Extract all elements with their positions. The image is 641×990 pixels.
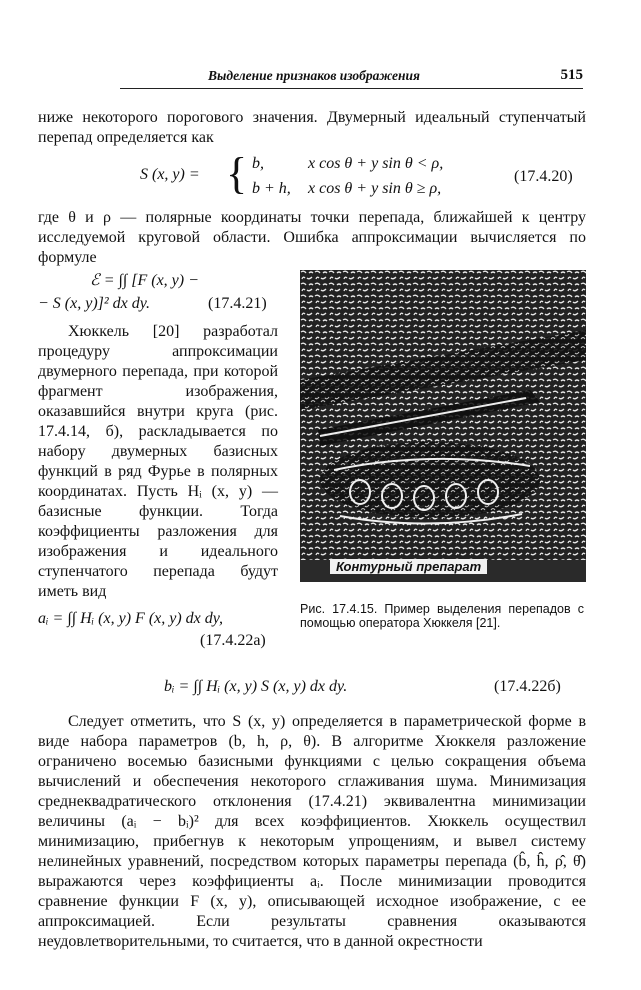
equation-line-2: − S (x, y)]² dx dy. [38,295,150,312]
equation-formula: bᵢ = ∫∫ Hᵢ (x, y) S (x, y) dx dy. [164,678,348,695]
figure-label: Контурный препарат [330,559,487,574]
case2-condition: x cos θ + y sin θ ≥ ρ, [308,180,442,197]
running-head-title: Выделение признаков изображения [208,68,420,83]
page-number: 515 [560,67,583,83]
equation-formula: aᵢ = ∫∫ Hᵢ (x, y) F (x, y) dx dy, [38,610,223,627]
running-head [120,64,583,89]
halftone-photo [300,270,586,582]
paragraph-polar-coordinates: где θ и ρ — полярные координаты точки перепада, ближайшей к центру исследуемой круговой области. Ошибка аппроксимации вычисляется по формуле [38,209,586,266]
equation-number: (17.4.21) [208,295,267,312]
case1-value: b, [252,155,264,172]
equation-lhs: S (x, y) = [140,166,200,183]
brace-symbol: { [226,149,248,198]
equation-number: (17.4.22а) [200,632,266,649]
case2-value: b + h, [252,180,291,197]
case1-condition: x cos θ + y sin θ < ρ, [308,155,444,172]
figure-edge-detection-photo [300,270,586,582]
paragraph-hueckel-procedure: Хюккель [20] разработал процедуру аппроксимации двумерного перепада, при которой фрагмент изображения, оказавшийся внутри круга (рис. 17.4.14, б), раскладывается по набору двумерных базисных функций в ряд Фурье в полярных координатах. Пусть Hᵢ (x, y) — базисные функции. Тогда коэффициенты разложения для изображения и идеального ступенчатого перепада будут иметь вид [38,323,278,600]
paragraph-hueckel-algorithm: Следует отметить, что S (x, y) определяется в параметрической форме в виде набора параметров (b, h, ρ, θ). В алгоритме Хюккеля разложение ограничено восемью базисными функциями с целью сокращения объема вычислений и обеспечения некоторого сглаживания шума. Минимизация среднеквадратического отклонения (17.4.21) эквивалентна минимизации величины (aᵢ − bᵢ)² для всех коэффициентов. Хюккель осуществил минимизацию, прибегнув к некоторым упрощениям, и вывел систему нелинейных уравнений, посредством которых параметры перепада (b̂, ĥ, ρ̂, θ̂) выражаются через коэффициенты aᵢ. После минимизации проводится сравнение функции F (x, y), описывающей исходное изображение, с ее аппроксимацией. Если результаты сравнения оказываются неудовлетворительными, то считается, что в данной окрестности [38,713,586,950]
equation-number: (17.4.22б) [494,678,561,695]
equation-line-1: ℰ = ∫∫ [F (x, y) − [90,272,199,289]
figure-caption: Рис. 17.4.15. Пример выделения перепадов с помощью оператора Хюккеля [21]. [300,602,584,630]
paragraph-intro: ниже некоторого порогового значения. Двумерный идеальный ступенчатый перепад определяется как [38,109,586,146]
equation-number: (17.4.20) [514,168,573,185]
